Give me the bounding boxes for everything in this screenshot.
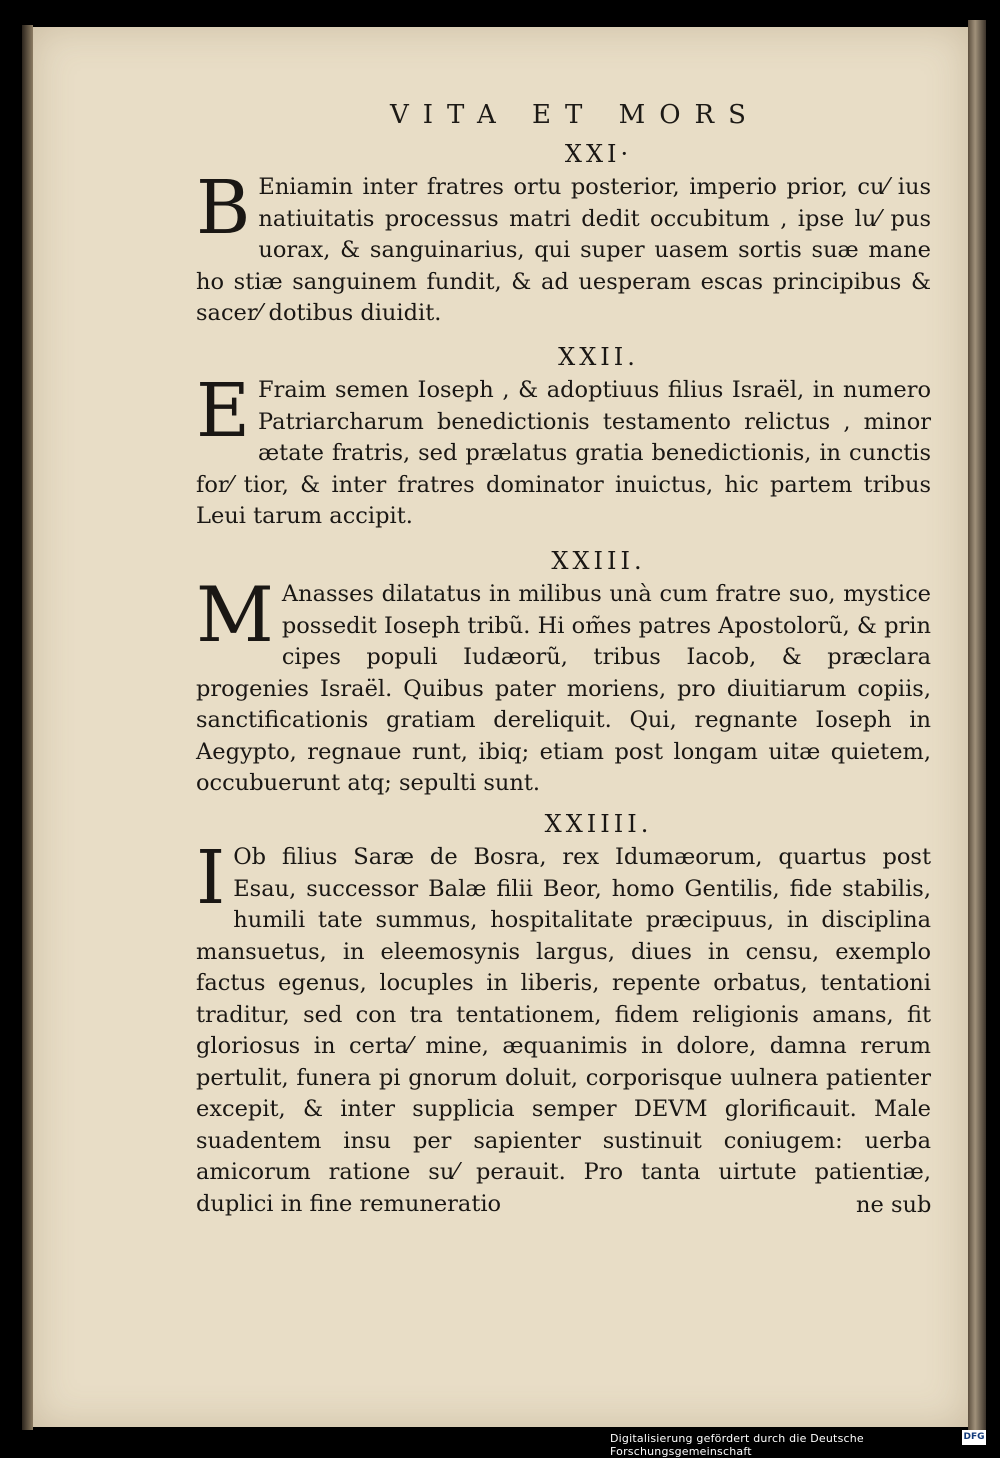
running-head: VITA ET MORS [390, 100, 760, 130]
digitization-credit: Digitalisierung gefördert durch die Deutsche Forschungsgemeinschaft [610, 1432, 864, 1458]
catchword: ne sub [856, 1192, 932, 1218]
section-xxiii [196, 547, 931, 800]
section-numeral: XXI· [564, 140, 633, 168]
section-numeral: XXIIII. [544, 810, 653, 838]
section-xxiiii [196, 810, 931, 1220]
section-xxi [196, 140, 931, 330]
section-numeral: XXII. [558, 343, 639, 371]
dfg-logo: DFG [962, 1430, 986, 1445]
right-book-edge [968, 20, 986, 1430]
section-numeral: XXIII. [551, 547, 646, 575]
paragraph: Fraim semen Ioseph , & adoptiuus filius Israël, in numero Patriarcharum benedictionis testamento relictus , minor ætate fratris, sed prælatus gratia benedictionis, in cunctis for⁄ tior, & inter fratres dominator inuictus, hic partem tribus Leui tarum accipit. [196, 377, 931, 529]
section-text [196, 835, 931, 1220]
drop-cap-initial: M [196, 570, 274, 659]
left-book-edge [22, 25, 33, 1430]
paragraph: Anasses dilatatus in milibus unà cum fratre suo, mystice possedit Ioseph tribũ. Hi om̃es patres Apostolorũ, & prin cipes populi Iudæorũ, tribus Iacob, & præclara progenies Israël. Quibus pater moriens, pro diuitiarum copiis, sanctificationis gratiam dereliquit. Qui, regnante Ioseph in Aegypto, regnaue runt, ibiq; etiam post longam uitæ quietem, occubuerunt atq; sepulti sunt. [196, 581, 931, 796]
section-text [196, 368, 931, 533]
section-xxii [196, 343, 931, 533]
section-text [196, 165, 931, 330]
paragraph: Ob filius Saræ de Bosra, rex Idumæorum, quartus post Esau, successor Balæ filii Beor, homo Gentilis, fide stabilis, humili tate summus, hospitalitate præcipuus, in disciplina mansuetus, in eleemosynis largus, diues in censu, exemplo factus egenus, locuples in liberis, repente orbatus, tentationi traditur, sed con tra tentationem, fidem religionis amans, fit gloriosus in certa⁄ mine, æquanimis in dolore, damna rerum pertulit, funera pi gnorum doluit, corporisque uulnera patienter excepit, & inter supplicia semper DEVM glorificauit. Male suadentem insu per sapienter sustinuit coniugem: uerba amicorum ratione su⁄ perauit. Pro tanta uirtute patientiæ, duplici in fine remuneratio [196, 844, 931, 1217]
drop-cap-initial: B [196, 165, 251, 251]
drop-cap-initial: E [196, 368, 251, 454]
drop-cap-initial: I [196, 835, 226, 921]
paragraph: Eniamin inter fratres ortu posterior, imperio prior, cu⁄ ius natiuitatis processus matri dedit occubitum , ipse lu⁄ pus uorax, & sanguinarius, qui super uasem sortis suæ mane ho stiæ sanguinem fundit, & ad uesperam escas principibus & sacer⁄ dotibus diuidit. [196, 174, 931, 326]
section-text [196, 570, 931, 800]
